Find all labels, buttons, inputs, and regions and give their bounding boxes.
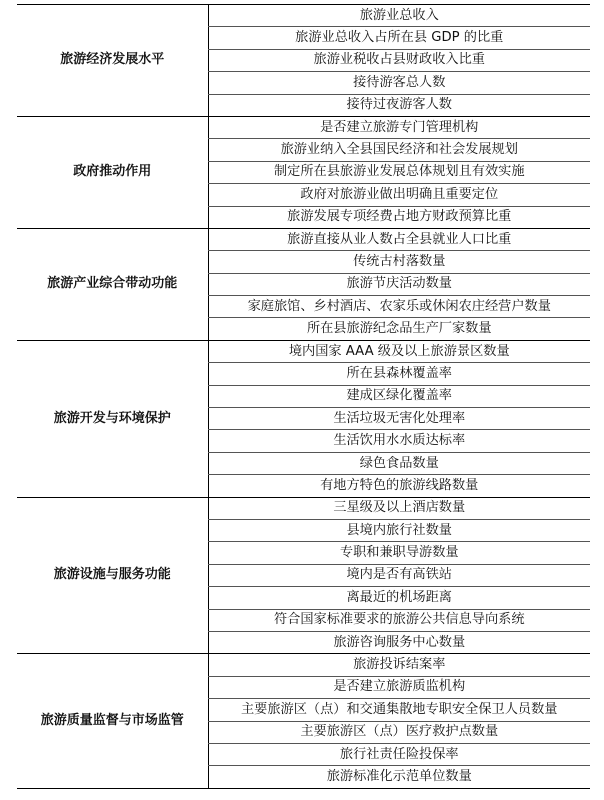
indicator-cell: 旅游发展专项经费占地方财政预算比重	[208, 206, 590, 228]
indicator-cell: 旅游业纳入全县国民经济和社会发展规划	[208, 139, 590, 161]
indicator-cell: 专职和兼职导游数量	[208, 542, 590, 564]
indicator-cell: 境内是否有高铁站	[208, 564, 590, 586]
table-row	[17, 654, 590, 676]
indicator-cell: 接待游客总人数	[208, 72, 590, 94]
indicator-cell: 所在县森林覆盖率	[208, 363, 590, 385]
table-row	[17, 5, 590, 27]
indicator-cell: 旅游咨询服务中心数量	[208, 631, 590, 653]
table-body	[17, 5, 590, 789]
indicator-cell: 家庭旅馆、乡村酒店、农家乐或休闲农庄经营户数量	[208, 296, 590, 318]
indicator-cell: 县境内旅行社数量	[208, 519, 590, 541]
table-row	[17, 340, 590, 362]
indicator-cell: 离最近的机场距离	[208, 587, 590, 609]
dimension-cell: 旅游开发与环境保护	[17, 340, 208, 497]
indicator-cell: 符合国家标准要求的旅游公共信息导向系统	[208, 609, 590, 631]
indicator-cell: 旅游业总收入占所在县 GDP 的比重	[208, 27, 590, 49]
indicator-cell: 旅游投诉结案率	[208, 654, 590, 676]
indicator-cell: 建成区绿化覆盖率	[208, 385, 590, 407]
indicator-cell: 政府对旅游业做出明确且重要定位	[208, 184, 590, 206]
indicator-cell: 三星级及以上酒店数量	[208, 497, 590, 519]
indicator-cell: 旅游业总收入	[208, 5, 590, 27]
dimension-cell: 旅游设施与服务功能	[17, 497, 208, 654]
indicator-table	[17, 4, 590, 789]
indicator-cell: 接待过夜游客人数	[208, 94, 590, 116]
indicator-cell: 旅行社责任险投保率	[208, 743, 590, 765]
indicator-cell: 旅游业税收占县财政收入比重	[208, 49, 590, 71]
indicator-cell: 生活垃圾无害化处理率	[208, 408, 590, 430]
indicator-cell: 旅游直接从业人数占全县就业人口比重	[208, 228, 590, 250]
indicator-cell: 生活饮用水水质达标率	[208, 430, 590, 452]
indicator-cell: 境内国家 AAA 级及以上旅游景区数量	[208, 340, 590, 362]
indicator-cell: 制定所在县旅游业发展总体规划且有效实施	[208, 161, 590, 183]
indicator-cell: 有地方特色的旅游线路数量	[208, 475, 590, 497]
indicator-cell: 所在县旅游纪念品生产厂家数量	[208, 318, 590, 340]
indicator-cell: 是否建立旅游质监机构	[208, 676, 590, 698]
table-row	[17, 116, 590, 138]
dimension-cell: 政府推动作用	[17, 116, 208, 228]
indicator-cell: 是否建立旅游专门管理机构	[208, 116, 590, 138]
table-row	[17, 497, 590, 519]
dimension-cell: 旅游产业综合带动功能	[17, 228, 208, 340]
dimension-cell: 旅游质量监督与市场监管	[17, 654, 208, 788]
indicator-cell: 主要旅游区（点）医疗救护点数量	[208, 721, 590, 743]
table-row	[17, 228, 590, 250]
dimension-cell: 旅游经济发展水平	[17, 5, 208, 117]
indicator-cell: 传统古村落数量	[208, 251, 590, 273]
indicator-cell: 旅游标准化示范单位数量	[208, 766, 590, 788]
indicator-cell: 主要旅游区（点）和交通集散地专职安全保卫人员数量	[208, 699, 590, 721]
indicator-cell: 旅游节庆活动数量	[208, 273, 590, 295]
indicator-cell: 绿色食品数量	[208, 452, 590, 474]
